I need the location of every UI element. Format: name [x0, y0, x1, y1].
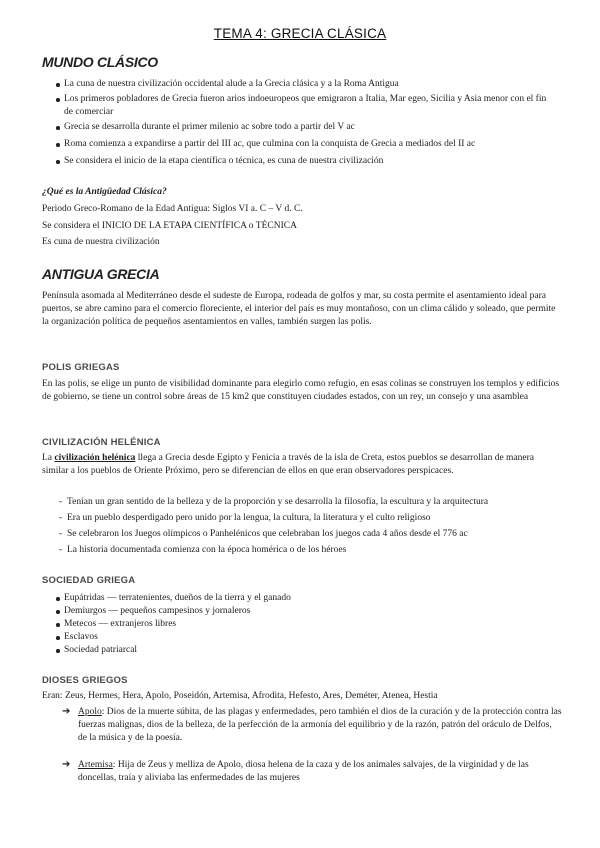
- term-civilizacion-helenica: civilización helénica: [54, 453, 136, 463]
- list-item: - Era un pueblo desperdigado pero unido por la lengua, la cultura, la literatura y el culto religioso: [59, 513, 431, 523]
- god-name-artemisa: Artemisa: [78, 760, 113, 770]
- list-item: Metecos — extranjeros libres: [56, 618, 556, 631]
- list-item: Demiurgos — pequeños campesinos y jornaleros: [56, 605, 556, 618]
- page-title: TEMA 4: GRECIA CLÁSICA: [213, 26, 387, 41]
- list-dioses: [62, 706, 562, 785]
- list-item: - Tenían un gran sentido de la belleza y de la proporción y se desarrolla la filosofía, la escultura y la arquitectura: [59, 497, 489, 507]
- list-item: La cuna de nuestra civilización occidental alude a la Grecia clásica y a la Roma Antigua: [56, 78, 556, 91]
- antiguedad-line: Se considera el INICIO DE LA ETAPA CIENTÍFICA o TÉCNICA: [42, 221, 297, 231]
- bullet-icon: [56, 98, 60, 102]
- heading-antigua-grecia: ANTIGUA GRECIA: [42, 266, 160, 282]
- paragraph-polis: En las polis, se elige un punto de visibilidad dominante para elegirlo como refugio, en esas colinas se construyen los templos y edificios de gobierno, se tiene un control sobre áreas de 15 km2 que constituyen ciudades estados, con un rey, un consejo y una asamblea: [42, 379, 560, 402]
- dash-marker: -: [59, 529, 63, 539]
- list-mundo-clasico: [56, 78, 556, 168]
- heading-polis: POLIS GRIEGAS: [42, 362, 120, 373]
- list-item: Esclavos: [56, 631, 556, 644]
- list-helenica: [59, 496, 559, 557]
- list-item: ➔ Apolo: Dios de la muerte súbita, de las plagas y enfermedades, pero también el dios de la curación y de la protección contra las fuerzas malignas, dios de la belleza, de la perfección de la armonía del equilibrio y de la razón, patrón del oráculo de Delfos, de la música y de la poesía.: [62, 706, 562, 743]
- bullet-icon: [56, 126, 60, 130]
- dash-marker: -: [59, 497, 63, 507]
- list-sociedad: [56, 592, 556, 657]
- list-item: - Se celebraron los Juegos olímpicos o Panhelénicos que celebraban los juegos cada 4 años desde el 776 ac: [59, 529, 468, 539]
- dash-marker: -: [59, 545, 63, 555]
- antiguedad-line: Es cuna de nuestra civilización: [42, 237, 160, 247]
- bullet-icon: [56, 143, 60, 147]
- bullet-icon: [56, 597, 60, 601]
- dash-marker: -: [59, 513, 63, 523]
- paragraph-antigua-grecia: Península asomada al Mediterráneo desde el sudeste de Europa, rodeada de golfos y mar, su costa permite el asentamiento ideal para puertos, se abre camino para el comercio floreciente, el interior del país es muy montañoso, con un clima cálido y soleado, que permite la organización política de pequeños asentamientos en valles, también surgen las polis.: [42, 291, 556, 327]
- list-item: Roma comienza a expandirse a partir del III ac, que culmina con la conquista de Grecia a mediados del II ac: [56, 138, 556, 151]
- list-item: ➔ Artemisa: Hija de Zeus y melliza de Apolo, diosa helena de la caza y de los animales salvajes, de la virginidad y de las doncellas, traía y aliviaba las enfermedades de las mujeres: [62, 759, 529, 783]
- bullet-icon: [56, 649, 60, 653]
- paragraph-helenica: La civilización helénica llega a Grecia desde Egipto y Fenicia a través de la isla de Creta, estos pueblos se desarrollan de manera similar a los pueblos de Oriente Próximo, pero se diferencian de ellos en que eran observadores perspicaces.: [42, 453, 535, 476]
- list-item: Los primeros pobladores de Grecia fueron arios indoeuropeos que emigraron a Italia, Mar egeo, Sicilia y Asia menor con el fin de comerciar: [56, 93, 556, 119]
- list-item: Eupátridas — terratenientes, dueños de la tierra y el ganado: [56, 592, 556, 605]
- bullet-icon: [56, 610, 60, 614]
- heading-mundo-clasico: MUNDO CLÁSICO: [42, 54, 158, 70]
- heading-sociedad: SOCIEDAD GRIEGA: [42, 575, 136, 586]
- dioses-intro: Eran: Zeus, Hermes, Hera, Apolo, Poseidón, Artemisa, Afrodita, Hefesto, Ares, Deméter, Atenea, Hestia: [42, 691, 438, 701]
- arrow-right-icon: ➔: [62, 706, 71, 717]
- list-item: Grecia se desarrolla durante el primer milenio ac sobre todo a partir del V ac: [56, 121, 556, 134]
- arrow-right-icon: ➔: [62, 759, 71, 770]
- list-item: Se considera el inicio de la etapa científica o técnica, es cuna de nuestra civilización: [56, 155, 556, 168]
- god-name-apolo: Apolo: [78, 707, 102, 717]
- heading-dioses: DIOSES GRIEGOS: [42, 675, 128, 686]
- heading-helenica: CIVILIZACIÓN HELÉNICA: [42, 437, 161, 448]
- list-item: Sociedad patriarcal: [56, 644, 556, 657]
- bullet-icon: [56, 160, 60, 164]
- bullet-icon: [56, 623, 60, 627]
- question-antiguedad: ¿Qué es la Antigüedad Clásica?: [42, 187, 167, 197]
- bullet-icon: [56, 636, 60, 640]
- list-item: - La historia documentada comienza con la época homérica o de los héroes: [59, 545, 347, 555]
- antiguedad-line: Periodo Greco-Romano de la Edad Antigua: Siglos VI a. C – V d. C.: [42, 204, 303, 214]
- bullet-icon: [56, 83, 60, 87]
